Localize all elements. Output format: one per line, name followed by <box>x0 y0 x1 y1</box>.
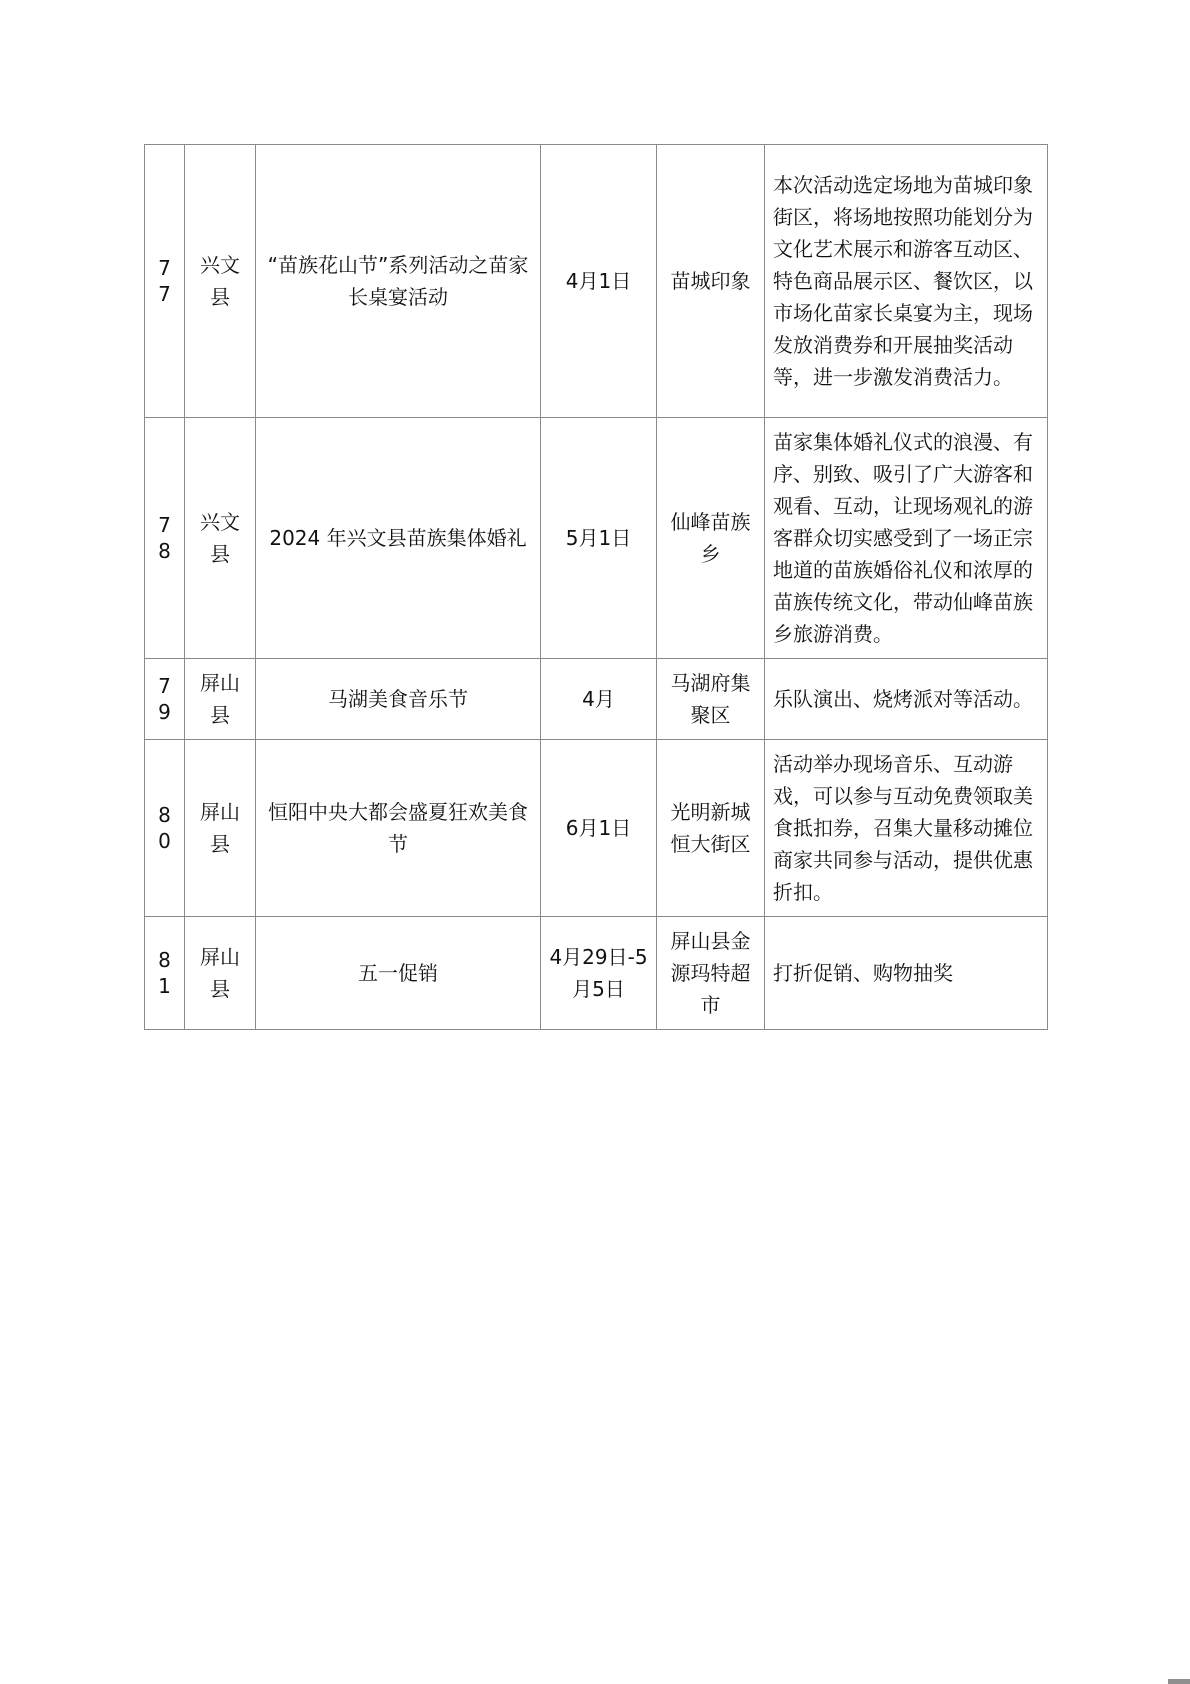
county-cell: 屏山县 <box>185 659 256 740</box>
row-number-cell: 7 7 <box>145 145 185 418</box>
description-cell: 乐队演出、烧烤派对等活动。 <box>765 659 1048 740</box>
location-cell: 马湖府集聚区 <box>657 659 765 740</box>
county-cell: 兴文县 <box>185 145 256 418</box>
description-cell: 本次活动选定场地为苗城印象街区，将场地按照功能划分为文化艺术展示和游客互动区、特色商品展示区、餐饮区，以市场化苗家长桌宴为主，现场发放消费券和开展抽奖活动等，进一步激发消费活力。 <box>765 145 1048 418</box>
description-cell: 活动举办现场音乐、互动游戏，可以参与互动免费领取美食抵扣券，召集大量移动摊位商家共同参与活动，提供优惠折扣。 <box>765 740 1048 917</box>
date-cell: 4月1日 <box>541 145 657 418</box>
row-number-cell: 8 1 <box>145 917 185 1030</box>
row-number-cell: 7 8 <box>145 418 185 659</box>
row-number-cell: 8 0 <box>145 740 185 917</box>
description-cell: 苗家集体婚礼仪式的浪漫、有序、别致、吸引了广大游客和观看、互动，让现场观礼的游客群众切实感受到了一场正宗地道的苗族婚俗礼仪和浓厚的苗族传统文化，带动仙峰苗族乡旅游消费。 <box>765 418 1048 659</box>
location-cell: 光明新城恒大街区 <box>657 740 765 917</box>
table-row <box>145 659 1048 740</box>
location-cell: 仙峰苗族乡 <box>657 418 765 659</box>
date-cell: 4月 <box>541 659 657 740</box>
row-number-cell: 7 9 <box>145 659 185 740</box>
table-row <box>145 145 1048 418</box>
event-name-cell: 马湖美食音乐节 <box>256 659 541 740</box>
location-cell: 屏山县金源玛特超市 <box>657 917 765 1030</box>
event-name-cell: 恒阳中央大都会盛夏狂欢美食节 <box>256 740 541 917</box>
events-table <box>144 144 1048 1030</box>
page-corner-marker <box>1168 1679 1190 1684</box>
description-cell: 打折促销、购物抽奖 <box>765 917 1048 1030</box>
table-row <box>145 917 1048 1030</box>
county-cell: 兴文县 <box>185 418 256 659</box>
county-cell: 屏山县 <box>185 917 256 1030</box>
date-cell: 4月29日-5月5日 <box>541 917 657 1030</box>
table-row <box>145 740 1048 917</box>
date-cell: 6月1日 <box>541 740 657 917</box>
table-row <box>145 418 1048 659</box>
event-name-cell: 五一促销 <box>256 917 541 1030</box>
event-name-cell: 2024 年兴文县苗族集体婚礼 <box>256 418 541 659</box>
event-name-cell: “苗族花山节”系列活动之苗家长桌宴活动 <box>256 145 541 418</box>
date-cell: 5月1日 <box>541 418 657 659</box>
location-cell: 苗城印象 <box>657 145 765 418</box>
county-cell: 屏山县 <box>185 740 256 917</box>
